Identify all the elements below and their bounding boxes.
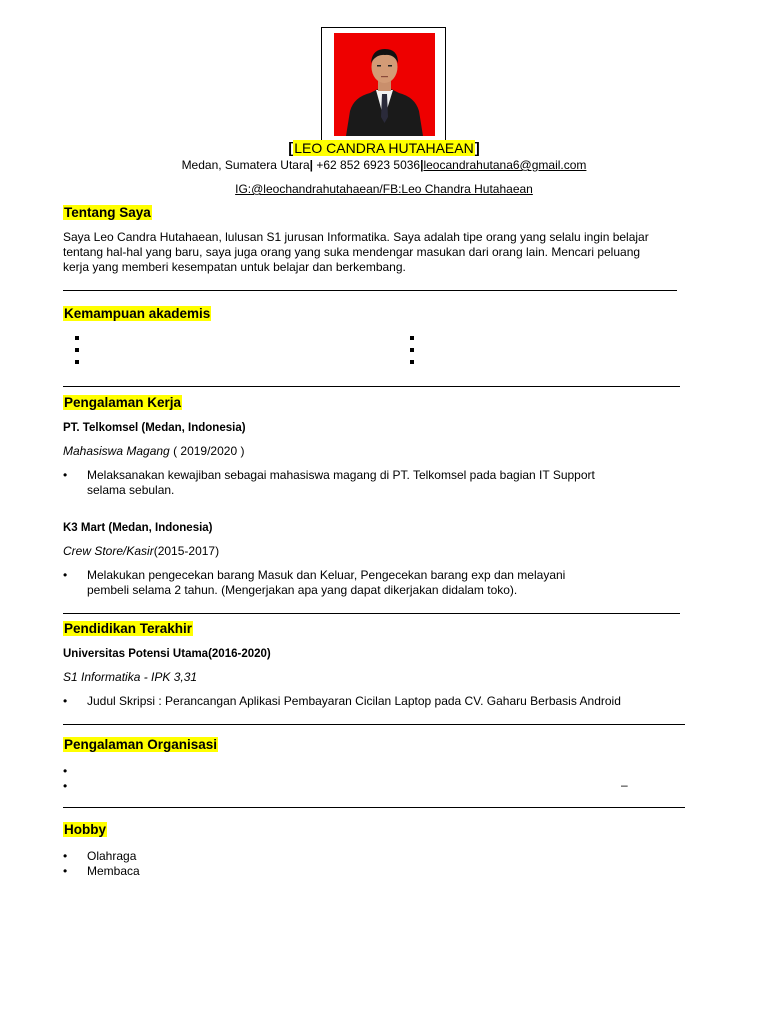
square-bullet-icon [75,360,79,364]
phone: +62 852 6923 5036 [316,158,421,172]
hobby-item: Membaca [87,864,140,878]
candidate-name: LEO CANDRA HUTAHAEAN [294,140,474,156]
divider [63,724,685,725]
person-silhouette [334,33,435,136]
location: Medan, Sumatera Utara [181,158,310,172]
job-company: PT. Telkomsel (Medan, Indonesia) [63,422,246,434]
profile-photo-frame [321,27,446,142]
bullet-icon: • [63,864,68,878]
bullet-icon: • [63,568,68,582]
school-name: Universitas Potensi Utama(2016-2020) [63,648,271,660]
section-heading-about: Tentang Saya [64,205,151,220]
social-links[interactable]: IG:@leochandrahutahaean/FB:Leo Chandra Hutahaean [235,182,533,196]
about-line-3: kerja yang memberi kesempatan untuk belajar dan berkembang. [63,260,406,274]
bullet-icon: • [63,694,68,708]
divider [63,613,680,614]
job-role-line: Crew Store/Kasir(2015-2017) [63,544,220,558]
bullet-icon: • [63,468,68,482]
profile-photo [334,33,435,136]
divider [63,807,685,808]
square-bullet-icon [75,348,79,352]
section-heading-skills: Kemampuan akademis [64,306,211,321]
degree: S1 Informatika - IPK 3,31 [63,670,198,684]
bullet-icon: • [63,849,68,863]
square-bullet-icon [410,348,414,352]
square-bullet-icon [410,336,414,340]
name-line: [LEO CANDRA HUTAHAEAN] [288,140,480,157]
contact-line: Medan, Sumatera Utara| +62 852 6923 5036|leocandrahutana6@gmail.com [181,158,587,172]
job-bullet-line: Melaksanakan kewajiban sebagai mahasiswa magang di PT. Telkomsel pada bagian IT Support [87,468,595,482]
square-bullet-icon [75,336,79,340]
about-line-1: Saya Leo Candra Hutahaean, lulusan S1 jurusan Informatika. Saya adalah tipe orang yang selalu ingin belajar [63,230,649,244]
section-heading-education: Pendidikan Terakhir [64,621,193,636]
job-bullet-line: Melakukan pengecekan barang Masuk dan Keluar, Pengecekan barang exp dan melayani [87,568,566,582]
social-line [0,182,768,197]
job-company: K3 Mart (Medan, Indonesia) [63,522,213,534]
divider [63,290,677,291]
section-heading-organization: Pengalaman Organisasi [64,737,218,752]
dash: – [621,778,628,792]
job-bullet-line: pembeli selama 2 tahun. (Mengerjakan apa yang dapat dikerjakan didalam toko). [87,583,518,597]
bullet-icon: • [63,779,68,793]
thesis-title: Judul Skripsi : Perancangan Aplikasi Pembayaran Cicilan Laptop pada CV. Gaharu Berbasis Android [87,694,621,708]
bullet-icon: • [63,764,68,778]
job-bullet-line: selama sebulan. [87,483,175,497]
hobby-item: Olahraga [87,849,137,863]
square-bullet-icon [410,360,414,364]
about-line-2: tentang hal-hal yang baru, saya juga orang yang suka mendengar masukan dari orang lain. Mencari peluang [63,245,641,259]
section-heading-work: Pengalaman Kerja [64,395,182,410]
email-link[interactable]: leocandrahutana6@gmail.com [423,158,587,172]
section-heading-hobby: Hobby [64,822,106,837]
divider [63,386,680,387]
job-role-line: Mahasiswa Magang ( 2019/2020 ) [63,444,245,458]
